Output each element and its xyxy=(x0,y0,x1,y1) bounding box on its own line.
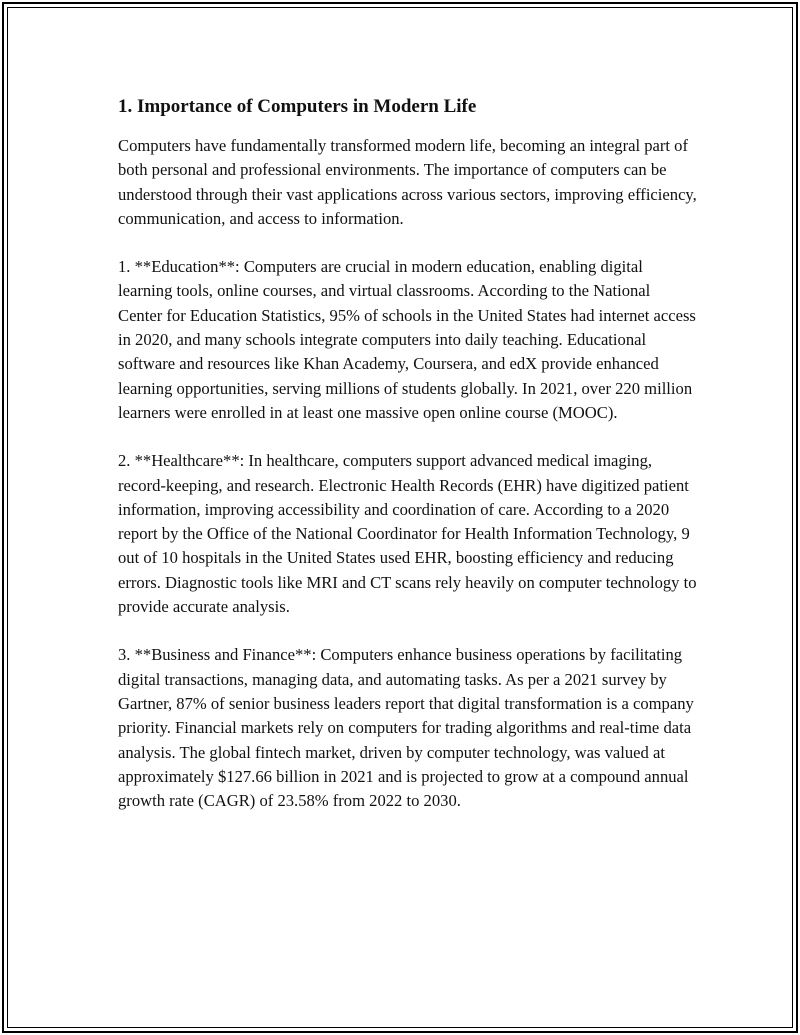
document-body xyxy=(118,94,698,837)
intro-paragraph: Computers have fundamentally transformed modern life, becoming an integral part of both personal and professional environments. The importance of computers can be understood through their vast applications across various sectors, improving efficiency, communication, and access to information. xyxy=(118,136,697,228)
section-heading: 1. Importance of Computers in Modern Life xyxy=(118,96,477,117)
healthcare-paragraph: 2. **Healthcare**: In healthcare, computers support advanced medical imaging, record-keeping, and research. Electronic Health Records (EHR) have digitized patient information, improving accessibility and coordination of care. According to a 2020 report by the Office of the National Coordinator for Health Information Technology, 9 out of 10 hospitals in the United States used EHR, boosting efficiency and reducing errors. Diagnostic tools like MRI and CT scans rely heavily on computer technology to provide accurate analysis. xyxy=(118,451,697,617)
business-finance-paragraph: 3. **Business and Finance**: Computers enhance business operations by facilitating digital transactions, managing data, and automating tasks. As per a 2021 survey by Gartner, 87% of senior business leaders report that digital transformation is a company priority. Financial markets rely on computers for trading algorithms and real-time data analysis. The global fintech market, driven by computer technology, was valued at approximately $127.66 billion in 2021 and is projected to grow at a compound annual growth rate (CAGR) of 23.58% from 2022 to 2030. xyxy=(118,645,694,811)
education-paragraph: 1. **Education**: Computers are crucial in modern education, enabling digital learning tools, online courses, and virtual classrooms. According to the National Center for Education Statistics, 95% of schools in the United States had internet access in 2020, and many schools integrate computers into daily teaching. Educational software and resources like Khan Academy, Coursera, and edX provide enhanced learning opportunities, serving millions of students globally. In 2021, over 220 million learners were enrolled in at least one massive open online course (MOOC). xyxy=(118,257,696,422)
